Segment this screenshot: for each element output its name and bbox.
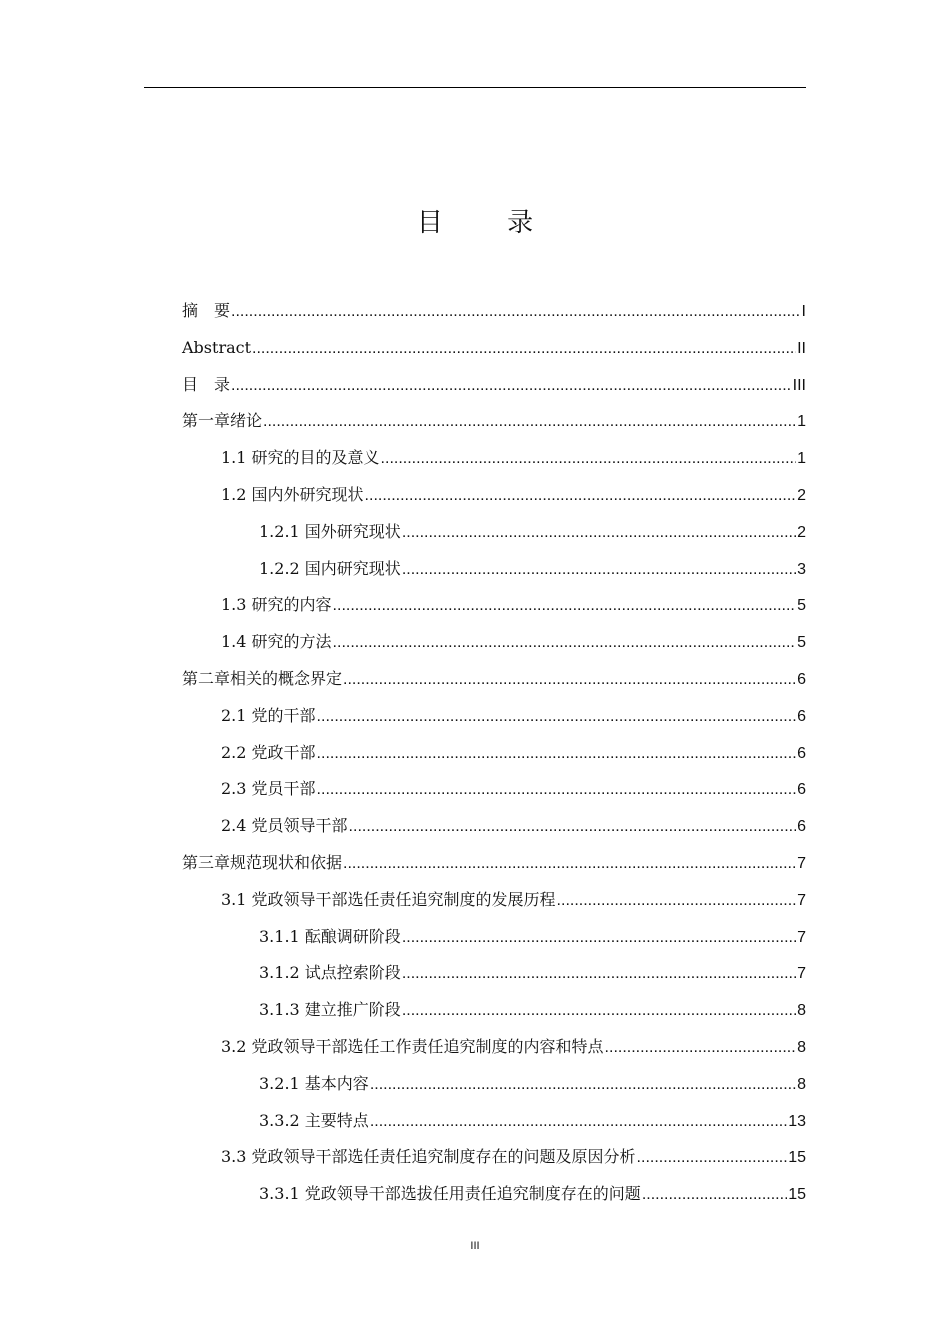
header-rule [144,87,806,88]
dot-leader [365,481,797,511]
toc-entry-page: 5 [797,634,806,652]
toc-entry-label: 3.1 党政领导干部选任责任追究制度的发展历程 [221,889,556,909]
toc-entry-page: 8 [797,1002,806,1020]
dot-leader [637,1143,788,1173]
table-of-contents [182,296,806,1216]
toc-entry[interactable] [182,738,806,775]
toc-entry-label: 3.1.2 试点控索阶段 [259,963,401,983]
toc-entry[interactable] [182,958,806,995]
dot-leader [333,628,797,658]
toc-entry[interactable] [182,664,806,701]
dot-leader [402,959,796,989]
toc-entry-page: II [797,339,806,357]
dot-leader [402,518,796,548]
toc-entry-page: 1 [797,450,806,468]
dot-leader [343,665,796,695]
toc-entry-page: 7 [797,965,806,983]
toc-entry[interactable] [182,517,806,554]
dot-leader [381,444,797,474]
toc-entry[interactable] [182,480,806,517]
page-title: 目 录 [416,208,562,238]
dot-leader [231,371,792,401]
toc-entry-label: 1.4 研究的方法 [221,632,332,652]
dot-leader [370,1107,787,1137]
toc-entry[interactable] [182,922,806,959]
toc-entry[interactable] [182,1106,806,1143]
toc-entry-label: 目 录 [182,374,231,394]
toc-entry-label: Abstract [182,337,252,357]
toc-entry[interactable] [182,848,806,885]
toc-entry-page: III [792,376,806,394]
dot-leader [263,407,796,437]
toc-entry[interactable] [182,885,806,922]
toc-entry[interactable] [182,701,806,738]
toc-entry-label: 2.1 党的干部 [221,705,316,725]
dot-leader [317,775,797,805]
toc-entry-page: 3 [797,560,806,578]
toc-entry-label: 3.2 党政领导干部选任工作责任追究制度的内容和特点 [221,1036,604,1056]
toc-entry-page: 6 [797,781,806,799]
dot-leader [317,739,797,769]
dot-leader [252,334,796,364]
toc-entry-page: 6 [797,670,806,688]
toc-entry[interactable] [182,554,806,591]
toc-entry[interactable] [182,995,806,1032]
toc-entry-label: 3.1.3 建立推广阶段 [259,1000,401,1020]
dot-leader [402,996,796,1026]
toc-entry-page: 1 [797,413,806,431]
toc-entry-page: 15 [788,1186,806,1204]
toc-entry[interactable] [182,774,806,811]
toc-entry-page: I [801,303,806,320]
dot-leader [402,555,796,585]
toc-entry-page: 7 [797,854,806,872]
toc-entry-label: 1.2 国内外研究现状 [221,484,364,504]
toc-entry-label: 1.1 研究的目的及意义 [221,448,380,468]
page-number: III [470,1240,480,1252]
dot-leader [343,849,796,879]
toc-entry-label: 3.3.2 主要特点 [259,1110,369,1130]
toc-entry[interactable] [182,333,806,370]
toc-entry[interactable] [182,1032,806,1069]
toc-entry[interactable] [182,1069,806,1106]
toc-entry-label: 1.3 研究的内容 [221,595,332,615]
toc-entry-label: 2.3 党员干部 [221,779,316,799]
toc-entry[interactable] [182,811,806,848]
toc-entry-label: 3.3 党政领导干部选任责任追究制度存在的问题及原因分析 [221,1147,636,1167]
toc-entry-page: 8 [797,1038,806,1056]
dot-leader [231,297,801,327]
toc-entry[interactable] [182,627,806,664]
toc-entry-label: 3.1.1 酝酿调研阶段 [259,926,401,946]
toc-entry[interactable] [182,1142,806,1179]
toc-entry[interactable] [182,443,806,480]
dot-leader [605,1033,797,1063]
toc-entry-page: 6 [797,818,806,836]
toc-entry-label: 1.2.1 国外研究现状 [259,521,401,541]
dot-leader [317,702,797,732]
toc-entry-label: 第三章规范现状和依据 [182,852,343,872]
dot-leader [349,812,797,842]
dot-leader [333,591,797,621]
toc-entry-label: 2.4 党员领导干部 [221,816,348,836]
toc-entry-page: 6 [797,707,806,725]
toc-entry-page: 15 [788,1149,806,1167]
toc-entry[interactable] [182,1179,806,1216]
dot-leader [557,886,797,916]
toc-entry-page: 5 [797,597,806,615]
toc-entry-label: 摘 要 [182,301,231,320]
dot-leader [402,923,796,953]
toc-entry-page: 7 [797,891,806,909]
toc-entry-label: 2.2 党政干部 [221,742,316,762]
toc-entry-page: 13 [788,1112,806,1130]
toc-entry-label: 3.2.1 基本内容 [259,1073,369,1093]
toc-entry-page: 8 [797,1075,806,1093]
toc-entry[interactable] [182,590,806,627]
dot-leader [370,1070,796,1100]
toc-entry-label: 1.2.2 国内研究现状 [259,558,401,578]
dot-leader [642,1180,787,1210]
toc-entry[interactable] [182,370,806,407]
toc-entry-label: 第二章相关的概念界定 [182,668,343,688]
toc-entry[interactable] [182,406,806,443]
toc-entry-label: 3.3.1 党政领导干部选拔任用责任追究制度存在的问题 [259,1184,641,1204]
toc-entry-page: 7 [797,928,806,946]
toc-entry-page: 2 [797,523,806,541]
toc-entry-page: 2 [797,486,806,504]
toc-entry-label: 第一章绪论 [182,411,263,431]
toc-entry[interactable] [182,296,806,333]
toc-entry-page: 6 [797,744,806,762]
